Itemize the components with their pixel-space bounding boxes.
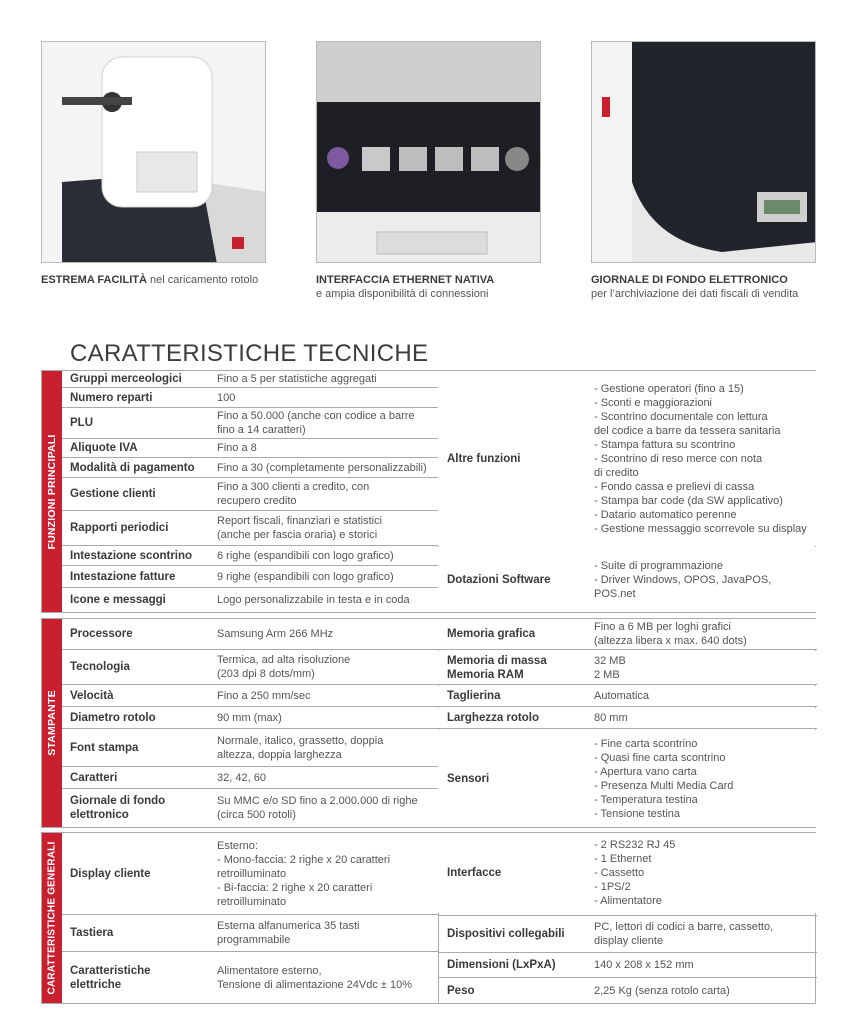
table-row-right: [438, 547, 817, 612]
row-value: Su MMC e/o SD fino a 2.000.000 di righe (circa 500 rotoli): [217, 795, 418, 821]
table-row: [62, 729, 438, 767]
table-row: [62, 952, 438, 1003]
caption-bold: INTERFACCIA ETHERNET NATIVA: [316, 274, 495, 286]
table-row-right: [438, 730, 817, 827]
photo-ethernet-ports: [316, 41, 541, 263]
table-row: [62, 371, 438, 388]
caption-paper-loading: [41, 273, 258, 287]
row-label: PLU: [70, 417, 93, 429]
row-label: Intestazione scontrino: [70, 549, 193, 562]
row-value: 9 righe (espandibili con logo grafico): [217, 570, 394, 583]
row-value: Fino a 5 per statistiche aggregati: [217, 373, 377, 385]
table-row: [62, 458, 438, 478]
table-row-right: [438, 953, 817, 978]
row-value: Alimentatore esterno, Tensione di alimentazione 24Vdc ± 10%: [217, 964, 412, 991]
table-row: [62, 767, 438, 789]
row-value: - 2 RS232 RJ 45 - 1 Ethernet - Cassetto - 1PS/2 - Alimentatore: [594, 839, 676, 907]
row-value: Fino a 250 mm/sec: [217, 689, 311, 702]
table-row: [62, 833, 438, 915]
row-label: Taglierina: [447, 690, 501, 702]
row-label: Memoria grafica: [447, 628, 536, 640]
row-label: Memoria di massa Memoria RAM: [447, 654, 547, 681]
row-value: - Fine carta scontrino - Quasi fine carta scontrino - Apertura vano carta - Presenza Multi Media Card - Temperatura testina - Tensione testina: [594, 737, 734, 820]
photo-paper-loading: [41, 41, 266, 263]
row-label: Icone e messaggi: [70, 594, 166, 606]
row-label: Gestione clienti: [70, 488, 156, 500]
table-row: [62, 566, 438, 588]
table-row-right: [438, 686, 817, 706]
row-label: Sensori: [447, 772, 490, 785]
row-label: Gruppi merceologici: [70, 373, 182, 385]
row-value: 2,25 Kg (senza rotolo carta): [594, 984, 730, 997]
row-value: 6 righe (espandibili con logo grafico): [217, 549, 394, 562]
table-row-right: [438, 651, 817, 684]
caption-text: e ampia disponibilità di connessioni: [316, 288, 489, 300]
row-value: 80 mm: [594, 712, 628, 724]
row-value: Samsung Arm 266 MHz: [217, 628, 334, 640]
row-value: Report fiscali, finanziari e statistici (anche per fascia oraria) e storici: [217, 515, 383, 541]
row-label: Interfacce: [447, 867, 502, 879]
row-value: 100: [217, 391, 236, 404]
row-label: Processore: [70, 628, 133, 640]
section-funzioni-principali: [41, 370, 816, 613]
section-stampante: [41, 618, 816, 828]
table-row-right: [438, 915, 817, 953]
row-label: Display cliente: [70, 867, 151, 880]
row-label: Dotazioni Software: [447, 573, 551, 586]
caption-ethernet: [316, 273, 494, 301]
row-label: Modalità di pagamento: [70, 461, 195, 474]
row-value: 140 x 208 x 152 mm: [594, 959, 694, 971]
row-label: Dimensioni (LxPxA): [447, 959, 556, 971]
row-label: Tastiera: [70, 927, 114, 939]
row-label: Caratteristiche elettriche: [70, 964, 151, 991]
row-label: Dispositivi collegabili: [447, 928, 565, 940]
photo-electronic-journal: [591, 41, 816, 263]
table-row: [62, 915, 438, 952]
table-row: [62, 789, 438, 827]
table-row: [62, 588, 438, 612]
section-tab-generali: CARATTERISTICHE GENERALI: [42, 833, 62, 1003]
row-value: Fino a 6 MB per loghi grafici (altezza libera x max. 640 dots): [594, 621, 747, 647]
section-tab-stampante: STAMPANTE: [42, 619, 62, 827]
row-value: PC, lettori di codici a barre, cassetto, display cliente: [594, 921, 774, 947]
table-row-right: [438, 708, 817, 728]
table-row-right: [438, 619, 817, 649]
row-value: Termica, ad alta risoluzione (203 dpi 8 dots/mm): [217, 654, 351, 680]
row-label: Caratteri: [70, 771, 118, 784]
row-label: Altre funzioni: [447, 452, 521, 465]
row-label: Rapporti periodici: [70, 522, 169, 534]
row-value: Esterna alfanumerica 35 tasti programmabile: [217, 920, 360, 946]
row-value: 90 mm (max): [217, 711, 282, 724]
caption-text: nel caricamento rotolo: [146, 274, 259, 286]
row-label: Peso: [447, 984, 475, 997]
row-value: Fino a 300 clienti a credito, con recupero credito: [217, 481, 370, 507]
row-value: 32, 42, 60: [217, 771, 266, 784]
row-value: - Suite di programmazione - Driver Windows, OPOS, JavaPOS, POS.net: [594, 559, 772, 600]
page-title: CARATTERISTICHE TECNICHE: [70, 340, 429, 367]
row-value: - Gestione operatori (fino a 15) - Sconti e maggiorazioni - Scontrino documentale con lettura del codice a barre da tessera sanitaria - Stampa fattura su scontrino - Scontrino di reso merce con nota di credito - Fondo cassa e prelievi di cassa - Stampa bar code (da SW applicativo) - Datario automatico perenne - Gestione messaggio scorrevole su display: [594, 382, 807, 535]
caption-journal: [591, 273, 798, 301]
table-row-right: [438, 371, 817, 546]
row-value: Logo personalizzabile in testa e in coda: [217, 594, 410, 606]
caption-text: per l’archiviazione dei dati fiscali di vendita: [591, 288, 799, 300]
row-value: 32 MB 2 MB: [594, 654, 626, 681]
row-label: Intestazione fatture: [70, 570, 176, 583]
row-label: Font stampa: [70, 741, 139, 754]
table-row: [62, 439, 438, 458]
row-label: Numero reparti: [70, 391, 153, 404]
row-label: Tecnologia: [70, 661, 130, 673]
table-row: [62, 388, 438, 408]
table-row-right: [438, 978, 817, 1003]
caption-bold: GIORNALE DI FONDO ELETTRONICO: [591, 274, 788, 286]
row-value: Fino a 50.000 (anche con codice a barre fino a 14 caratteri): [217, 410, 415, 436]
section-tab-funzioni: FUNZIONI PRINCIPALI: [42, 371, 62, 612]
table-row: [62, 478, 438, 511]
row-value: Fino a 8: [217, 442, 257, 454]
row-value: Fino a 30 (completamente personalizzabili): [217, 461, 427, 474]
row-value: Normale, italico, grassetto, doppia altezza, doppia larghezza: [217, 734, 384, 761]
table-row: [62, 408, 438, 439]
caption-bold: ESTREMA FACILITÀ: [41, 274, 147, 286]
table-row: [62, 511, 438, 546]
section-caratteristiche-generali: [41, 832, 816, 1004]
row-label: Diametro rotolo: [70, 711, 156, 724]
row-value: Esterno: - Mono-faccia: 2 righe x 20 caratteri retroilluminato - Bi-faccia: 2 righe x 20 caratteri retroilluminato: [217, 839, 391, 908]
row-label: Larghezza rotolo: [447, 712, 540, 724]
row-label: Giornale di fondo elettronico: [70, 795, 166, 821]
row-label: Aliquote IVA: [70, 442, 138, 454]
row-value: Automatica: [594, 690, 650, 702]
row-label: Velocità: [70, 689, 114, 702]
table-row-right: [438, 833, 817, 913]
